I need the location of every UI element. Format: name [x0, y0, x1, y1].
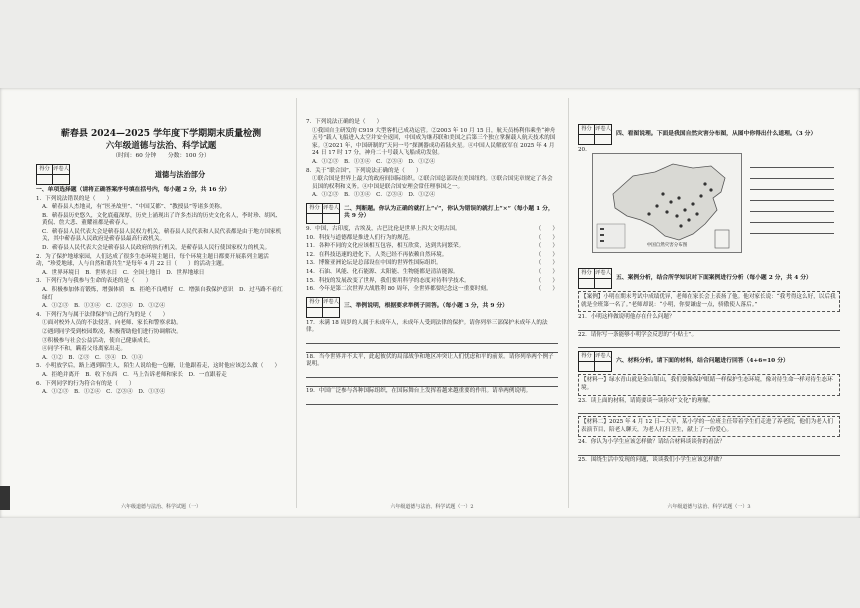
tf-item — [306, 269, 558, 277]
score-label: 得分 — [37, 165, 53, 174]
section-2-heading: 二、判断题。你认为正确的就打上“√”，你认为错误的就打上“×”（每小题 1 分，共 9 分） — [344, 205, 554, 220]
disaster-map — [592, 153, 742, 253]
answer-line[interactable] — [578, 340, 840, 348]
answer-line[interactable] — [578, 323, 840, 331]
question: 4．下列行为与属于法律保护自己的行为的是（ ） — [36, 311, 169, 318]
option: A．世界环境日 B．世界水日 C．全国土地日 D．世界地球日 — [42, 269, 205, 276]
question: 22．请你写一条能够小明学会反思的“小贴士”。 — [578, 331, 698, 338]
grader-label: 评卷人 — [595, 126, 611, 132]
question: 21．小明这样做说明他存在什么问题？ — [578, 314, 675, 321]
map-area — [578, 147, 840, 265]
score-table — [578, 268, 612, 289]
question: 2．为了保护地球家园，人们达成了很多生态环境主题日，每个环境主题日都要开展系列主题活动，“珍爱地球，人与自然和谐共生”是每年 4 月 22 日（ ）的活动主题。 — [36, 253, 269, 268]
scan-corner-mark — [0, 486, 10, 510]
answer-paren: （ ） — [535, 286, 558, 293]
question: 3．下列行为与我参与生命的表述的是（ ） — [36, 278, 152, 285]
option: A．蕲春县人杰地灵，有“医圣故里”、“中国艾都”、“教授县”等诸多美称。 — [42, 204, 226, 211]
answer-line[interactable] — [578, 448, 840, 456]
score-label: 得分 — [579, 269, 595, 278]
option: ③积极参与社会公益活动，使自己健康成长。 — [42, 337, 154, 344]
case-box — [578, 291, 840, 312]
answer-line[interactable] — [578, 406, 840, 414]
option: B．蕲春县历史悠久，文化底蕴深厚，历史上涌现出了许多杰出的历史文化名人，李时珍、胡风、黄侃、詹大悲、董耀祖都是蕲春人。 — [42, 212, 282, 227]
tf-text: 16．今年是第二次世界大战胜利 80 周年，全世界都要纪念这一重要时刻。 — [306, 286, 492, 293]
option: ②遇到同学受到校园欺凌，积极帮助他们进行协调解决。 — [42, 329, 182, 335]
true-false-list — [306, 226, 558, 294]
tf-text: 9．中国，古印度，古埃及，古巴比伦是世界上四大文明古国。 — [306, 225, 461, 232]
score-label: 得分 — [307, 204, 323, 213]
question: 25．围绕生活中发现的问题，谈谈我们小学生应该怎样做？ — [578, 456, 725, 463]
tf-text: 13．博鳌亚洲论坛是总部设在中国的世界性国际组织。 — [306, 260, 442, 267]
scan-background-top — [0, 0, 860, 88]
exam-subtitle: 六年级道德与法治、科学试题 — [105, 141, 217, 151]
answer-paren: （ ） — [535, 243, 558, 250]
option: ①面对校外人员的不法侵害，向老师、家长和警察求助。 — [42, 320, 182, 327]
china-map-icon — [593, 154, 743, 254]
score-row — [578, 351, 840, 372]
score-label: 得分 — [579, 125, 595, 134]
option: A．①②③ B．①③④ C．②③④ D．①②④ — [312, 192, 436, 199]
question-number: 20. — [578, 147, 587, 153]
answer-line[interactable] — [750, 179, 834, 190]
question: 8．关于“联合国”，下列说法正确的是（ ） — [306, 167, 422, 174]
map-caption: 中国自然灾害分布图 — [646, 243, 688, 249]
score-table — [306, 297, 340, 318]
answer-line[interactable] — [306, 345, 558, 353]
column-divider — [296, 98, 297, 508]
page-3 — [578, 88, 840, 518]
section-5-heading: 五、案例分析，结合所学知识对下面案例进行分析（每小题 2 分，共 4 分） — [616, 274, 812, 281]
question: 24．你认为小学生应该怎样做？请结合材料谈谈你的看法？ — [578, 439, 725, 446]
material-2: 【材料二】2025 年 4 月 12 日—大早，某小学的一位班主任带着学生们走进了养老院，他们为老人们表演节目，陪老人聊天，为老人打扫卫生，献上了一份爱心。 — [581, 419, 833, 433]
case-text: 【案例】小明在期末考试中成绩优异，老师在家长会上表扬了他。他对家长说：“我考得这么好，以后我就是全班第一名了。”老师却说：“小明，你要谦虚一点，骄傲使人落后。” — [581, 294, 836, 308]
material-1: 【材料一】绿水青山就是金山银山，我们要像保护眼睛一样保护生态环境，像对待生命一样对待生态环境。 — [581, 377, 833, 391]
exam-sheet — [0, 88, 860, 518]
section-3-heading: 三、举例说明，根据要求举例子回答。（每小题 3 分，共 9 分） — [344, 303, 508, 310]
option: A．拒绝并离开 B．收下东西 C．马上告诉老师和家长 D．一直跟着走 — [42, 371, 227, 378]
part-title: 道德与法治部分 — [154, 169, 206, 179]
tf-item — [306, 286, 558, 294]
scan-background-bottom — [0, 518, 860, 608]
answer-paren: （ ） — [535, 234, 558, 241]
tf-text: 11．各种不同的文化应该相互包容，相互欣赏，达到共同繁荣。 — [306, 243, 465, 250]
page-1 — [36, 88, 286, 518]
answer-paren: （ ） — [535, 251, 558, 258]
score-label: 得分 — [307, 298, 323, 307]
answer-line[interactable] — [750, 201, 834, 212]
tf-text: 14．石油、风能、化石能源、太阳能、生物能都是清洁能源。 — [306, 268, 459, 275]
question: 17．未满 18 周岁的人属于未成年人，未成年人受到法律的保护。请你列举三部保护未成年人的法律。 — [306, 319, 548, 334]
answer-line[interactable] — [750, 223, 834, 234]
page-2 — [306, 88, 558, 518]
option: A．①② B．②③ C．③④ D．①④ — [42, 354, 143, 361]
exam-title: 蕲春县 2024—2025 学年度下学期期末质量检测 — [60, 129, 262, 139]
tf-item — [306, 252, 558, 260]
question: 18．当今世界并不太平，此起彼伏的局部战争和地区冲突让人们忧虑和平的前景。请你列举两个例子说明。 — [306, 353, 554, 368]
option: A．①②③ B．①③④ C．②③④ D．①②④ — [42, 303, 166, 310]
score-table — [578, 351, 612, 372]
score-row — [578, 268, 840, 289]
section-4-heading: 四、看图说理。下面是我国自然灾害分布图，从图中你得出什么道理。（3 分） — [616, 130, 817, 137]
answer-line[interactable] — [750, 190, 834, 201]
answer-line[interactable] — [306, 397, 558, 405]
answer-line[interactable] — [750, 157, 834, 168]
page-footer: 六年级道德与法治、科学试题（一） — [120, 504, 201, 511]
answer-line[interactable] — [306, 379, 558, 387]
question: 1．下列说法错误的是（ ） — [36, 195, 113, 202]
grader-label: 评卷人 — [323, 204, 339, 211]
question: 7．下列说法正确的是（ ） — [306, 119, 383, 125]
grader-label: 评卷人 — [323, 298, 339, 305]
answer-line[interactable] — [750, 212, 834, 223]
tf-item — [306, 260, 558, 268]
answer-paren: （ ） — [535, 225, 558, 232]
column-divider — [568, 98, 569, 508]
exam-meta: （时间：60 分钟 分数：100 分） — [112, 153, 210, 159]
score-table — [578, 124, 612, 145]
question: 23．读上面的材料，请简要谈一谈你对“文化”的理解。 — [578, 397, 714, 404]
tf-text: 12．在科技迅速的进化下，人类已经不再依赖自然环境。 — [306, 251, 448, 258]
option: A．①②③ B．①②④ C．②③④ D．①③④ — [42, 389, 166, 396]
grader-label: 评卷人 — [595, 270, 611, 276]
score-table — [36, 164, 70, 185]
question: 6．下列同学的行为符合有的是（ ） — [36, 380, 135, 387]
section-1-heading: 一、单项选择题（请将正确答案序号填在括号内，每小题 2 分，共 16 分） — [36, 187, 231, 193]
score-row — [578, 124, 840, 145]
option: C．蕲春县人民代表大会是蕲春县人民权力机关，蕲春县人民代表和人民代表都是由于地方国家机关，其中蕲春县人民政府是蕲春县最高行政机关。 — [42, 228, 282, 243]
material-box — [578, 416, 840, 437]
score-row — [306, 297, 558, 318]
question-body: ①我国自主研发的 C919 大型客机已成功运营。②2003 年 10 月 15 日，航天员杨利伟乘坐“神舟五号”载人飞船进入太空并安全返回，中国成为继苏联和美国之后第三个独立掌握载人航天技术的国家。③2021 年，中国研制的“天问一号”探测器成功着陆火星。④中国人民解放军在 2025 年 4 月 24 日 17 时 17 分，神舟二十号载人飞船成功发射。 — [312, 127, 556, 157]
question: 19．中国广泛参与各种国际组织，在国际舞台上发挥着越来越重要的作用。请举两例说明。 — [306, 388, 532, 395]
tf-item — [306, 243, 558, 251]
tf-item — [306, 226, 558, 234]
answer-line[interactable] — [306, 336, 558, 344]
tf-text: 15．科技的发展改变了世界，我们要用科学的态度对待科学技术。 — [306, 277, 470, 284]
score-row — [36, 164, 286, 185]
answer-paren: （ ） — [535, 268, 558, 275]
section-6-heading: 六、材料分析。请下面的材料，结合问题进行回答（4+6=10 分） — [616, 358, 789, 365]
option: A．①②③ B．①③④ C．②③④ D．①②④ — [312, 158, 436, 165]
tf-item — [306, 235, 558, 243]
grader-label: 评卷人 — [53, 166, 69, 172]
option: A．积极参加体育锻炼，增强体质 B．拒绝不良嗜好 C．增强自我保护意识 D．过马路不看红绿灯 — [42, 287, 283, 301]
question-body: ①联合国是世界上最大的政府间国际组织。②联合国总部设在美国纽约。③联合国宪章规定了各会员国的权利和义务。④中国是联合国安理会常任理事国之一。 — [312, 176, 553, 190]
score-table — [306, 203, 340, 224]
grader-label: 评卷人 — [595, 353, 611, 360]
question: 5．小明放学后，路上遇到陌生人，陌生人说给他一包糖，让他跟着走，这时他应该怎么做（ ） — [36, 363, 281, 370]
score-label: 得分 — [579, 352, 595, 361]
answer-lines — [750, 157, 834, 234]
answer-line[interactable] — [750, 168, 834, 179]
answer-paren: （ ） — [535, 260, 558, 267]
option: D．蕲春县人民代表大会是蕲春县人民政府的执行机关，是蕲春县人民行使国家权力的机关。 — [42, 245, 271, 252]
option: ④同学不和，瞒着父母离家出走。 — [42, 346, 126, 353]
material-box — [578, 374, 840, 395]
page-footer: 六年级道德与法治、科学试题（一）3 — [667, 504, 751, 511]
tf-text: 10．科技与道德都是推进人们行为的规范。 — [306, 234, 414, 241]
score-row — [306, 203, 558, 224]
tf-item — [306, 278, 558, 286]
page-footer: 六年级道德与法治、科学试题（一）2 — [390, 504, 474, 511]
answer-paren: （ ） — [535, 277, 558, 284]
answer-line[interactable] — [306, 370, 558, 378]
